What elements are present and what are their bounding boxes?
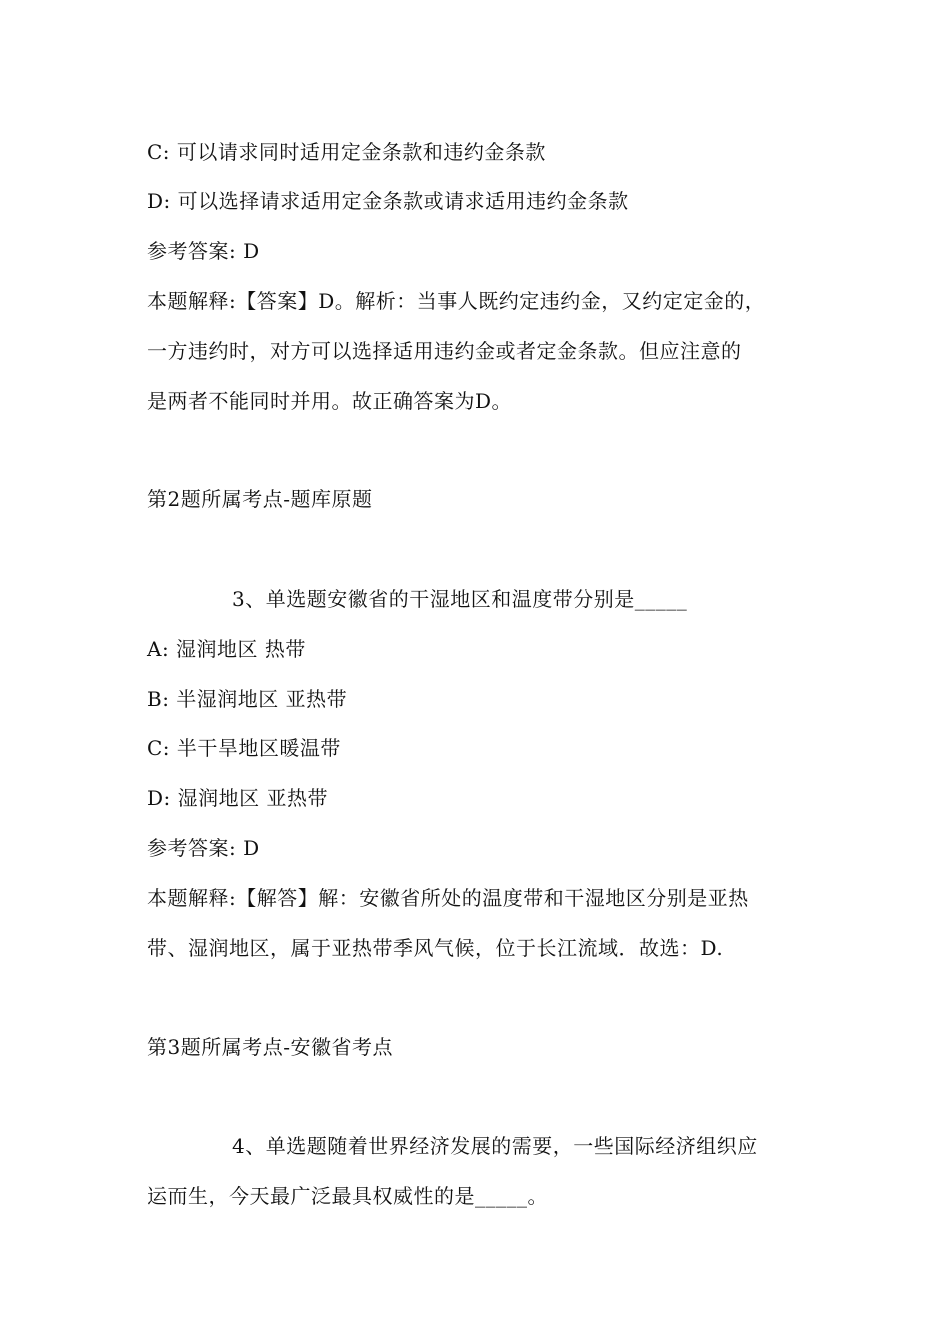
q3-explanation-line-2: 带、湿润地区，属于亚热带季风气候，位于长江流域．故选：D. xyxy=(147,936,724,960)
q3-option-b: B: 半湿润地区 亚热带 xyxy=(147,687,348,711)
q2-explanation-line-3: 是两者不能同时并用。故正确答案为D。 xyxy=(147,389,513,413)
q3-option-d: D: 湿润地区 亚热带 xyxy=(147,786,328,810)
q3-option-c: C: 半干旱地区暖温带 xyxy=(147,736,341,760)
q2-explanation-line-1: 本题解释:【答案】D。解析：当事人既约定违约金，又约定定金的， xyxy=(147,289,766,313)
q2-topic: 第2题所属考点-题库原题 xyxy=(147,487,373,511)
q4-question-line-2: 运而生，今天最广泛最具权威性的是_____。 xyxy=(147,1184,548,1208)
q3-topic: 第3题所属考点-安徽省考点 xyxy=(147,1035,393,1059)
q3-answer: 参考答案: D xyxy=(147,836,260,860)
q3-option-a: A: 湿润地区 热带 xyxy=(147,637,306,661)
q2-option-c: C: 可以请求同时适用定金条款和违约金条款 xyxy=(147,140,546,164)
q2-explanation-line-2: 一方违约时，对方可以选择适用违约金或者定金条款。但应注意的 xyxy=(147,339,742,363)
q2-option-d: D: 可以选择请求适用定金条款或请求适用违约金条款 xyxy=(147,189,629,213)
q3-explanation-line-1: 本题解释:【解答】解：安徽省所处的温度带和干湿地区分别是亚热 xyxy=(147,886,749,910)
q3-question: 3、单选题安徽省的干湿地区和温度带分别是_____ xyxy=(232,587,688,611)
q2-answer: 参考答案: D xyxy=(147,239,260,263)
q4-question-line-1: 4、单选题随着世界经济发展的需要，一些国际经济组织应 xyxy=(232,1134,758,1158)
